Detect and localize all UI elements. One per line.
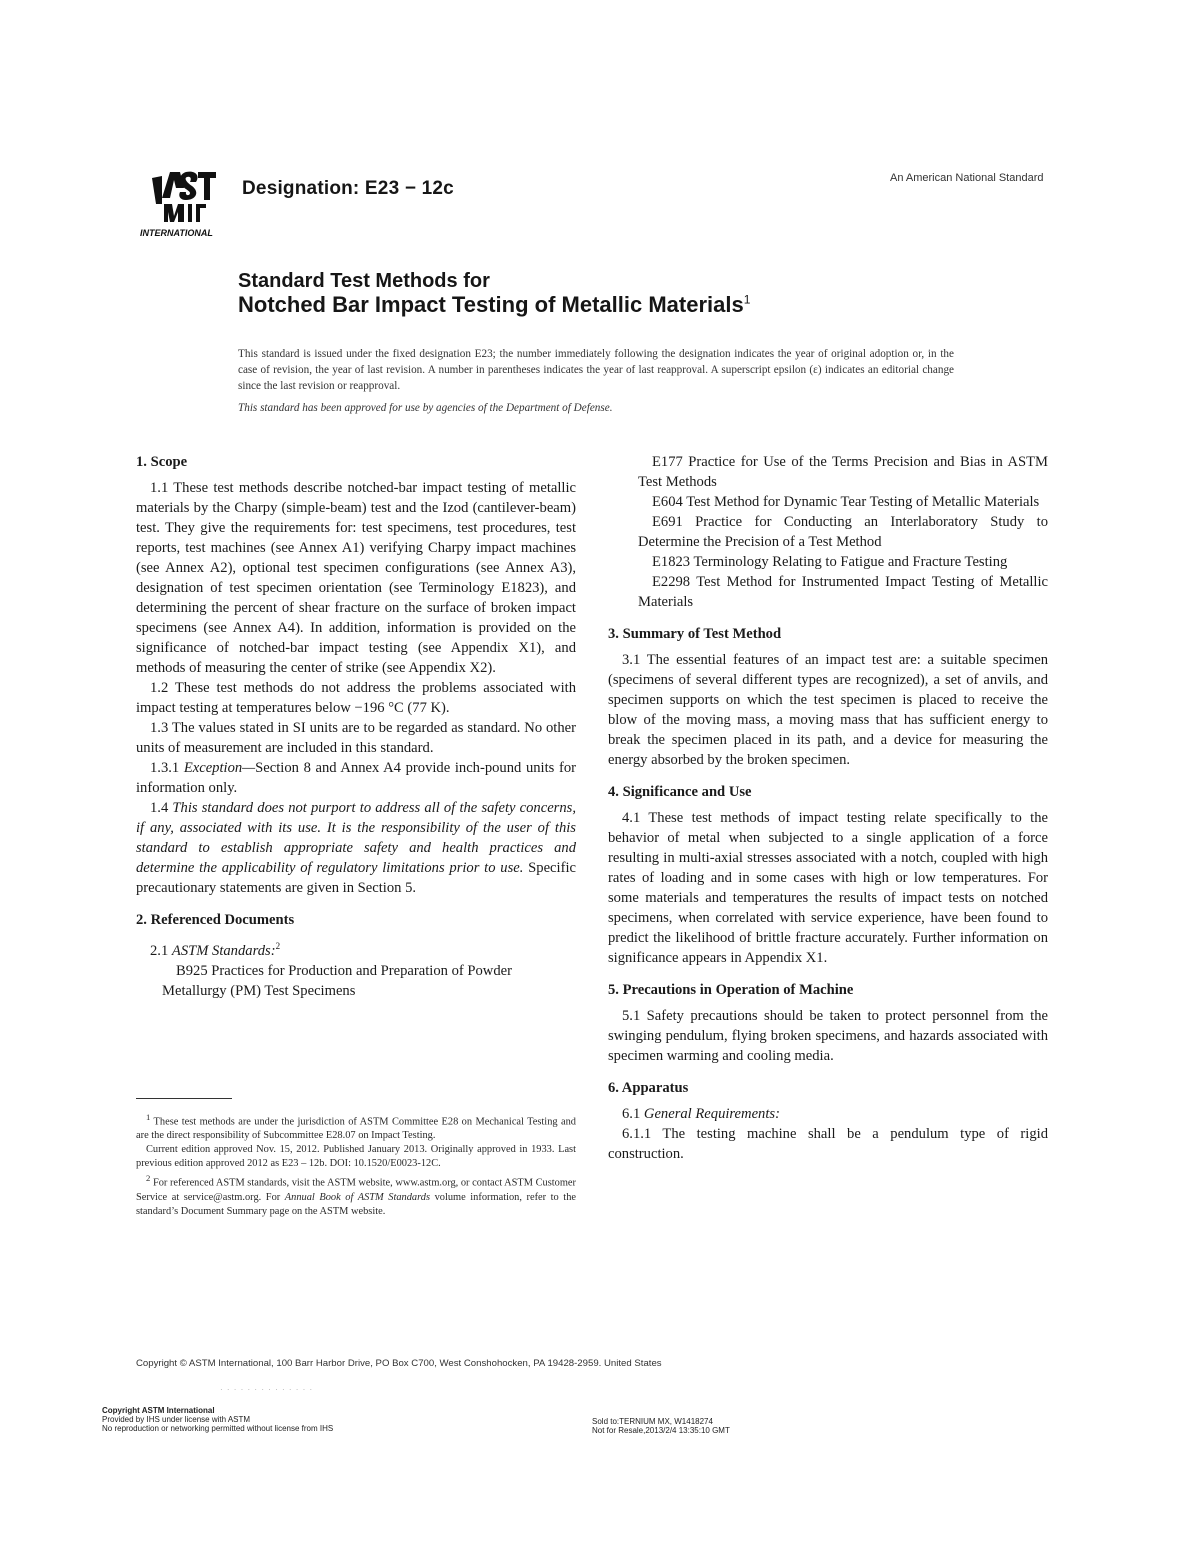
paragraph-6-1 bbox=[608, 1104, 1048, 1124]
license-stamp-right bbox=[592, 1417, 730, 1435]
dod-approval-note: This standard has been approved for use by agencies of the Department of Defense. bbox=[238, 402, 613, 414]
reference-b925: B925 Practices for Production and Preparation of Powder Metallurgy (PM) Test Specimens bbox=[162, 962, 512, 999]
paragraph-4-1: 4.1 These test methods of impact testing relate specifically to the behavior of metal when subjected to a single application of a force resulting in multi-axial stresses associated with a notch, coupled with high rates of loading and in some cases with high or low temperatures. For some materials and temperatures the results of impact tests on notched specimens, when correlated with service experience, have been found to predict the likelihood of brittle fracture accurately. Further information on significance appears in Appendix X1. bbox=[608, 810, 1048, 966]
paragraph-text: Specific precautionary statements are given in Section 5. bbox=[136, 860, 576, 896]
footnotes bbox=[136, 1110, 576, 1219]
footnote-text: volume information, refer to the standard’s Document Summary page on the ASTM website. bbox=[136, 1191, 576, 1217]
license-line: Copyright ASTM International bbox=[102, 1406, 215, 1415]
section-heading-referenced-documents: 2. Referenced Documents bbox=[136, 912, 295, 928]
footnote-mark: 1 bbox=[146, 1112, 151, 1122]
reference-e177: E177 Practice for Use of the Terms Precision and Bias in ASTM Test Methods bbox=[638, 454, 1048, 490]
paragraph-1-3-1 bbox=[136, 758, 576, 798]
right-column bbox=[608, 452, 1048, 1164]
faint-mark: · · · · · · · · · · · · · · bbox=[220, 1385, 314, 1394]
astm-logo bbox=[140, 168, 228, 240]
annual-book-title: Annual Book of ASTM Standards bbox=[284, 1191, 431, 1203]
license-line: Sold to:TERNIUM MX, W1418274 bbox=[592, 1417, 713, 1426]
exception-label: Exception— bbox=[183, 760, 256, 776]
footnote-mark: 2 bbox=[146, 1173, 151, 1184]
paragraph-number: 6.1 bbox=[622, 1106, 641, 1122]
paragraph-2-1 bbox=[136, 936, 576, 961]
paragraph-5-1: 5.1 Safety precautions should be taken to protect personnel from the swinging pendulum, flying broken specimens, and hazards associated with specimen warming and cooling media. bbox=[608, 1008, 1048, 1064]
section-heading-precautions: 5. Precautions in Operation of Machine bbox=[608, 982, 854, 998]
safety-statement: This standard does not purport to address all of the safety concerns, if any, associated with its use. It is the responsibility of the user of this standard to establish appropriate safety and health practices and determine the applicability of regulatory limitations prior to use. bbox=[136, 800, 576, 876]
footnote-1-edition: Current edition approved Nov. 15, 2012. Published January 2013. Originally approved in 1933. Last previous edition approved 2012 as E23 – 12b. DOI: 10.1520/E0023-12C. bbox=[136, 1144, 576, 1170]
license-line: Not for Resale,2013/2/4 13:35:10 GMT bbox=[592, 1426, 730, 1435]
designation: Designation: E23 − 12c bbox=[242, 178, 454, 199]
reference-e2298: E2298 Test Method for Instrumented Impact Testing of Metallic Materials bbox=[638, 574, 1048, 610]
section-heading-apparatus: 6. Apparatus bbox=[608, 1080, 689, 1096]
paragraph-1-1: 1.1 These test methods describe notched-bar impact testing of metallic materials by the Charpy (simple-beam) test and the Izod (cantilever-beam) test. They give the requirements for: test specimens, test procedures, test reports, test machines (see Annex A1) verifying Charpy impact machines (see Annex A2), optional test specimen configurations (see Annex A3), designation of test specimen orientation (see Terminology E1823), and determining the percent of shear fracture on the surface of broken impact specimens (see Annex A4). In addition, information is provided on the significance of notched-bar impact testing (see Appendix X1), and methods of measuring the center of strike (see Appendix X2). bbox=[136, 480, 576, 676]
footnote-text: For referenced ASTM standards, visit the ASTM website, www.astm.org, or contact ASTM Customer Service at service@astm.org. For bbox=[136, 1177, 577, 1203]
paragraph-3-1: 3.1 The essential features of an impact test are: a suitable specimen (specimens of several different types are recognized), a set of anvils, and specimen supports on which the test specimen is placed to receive the blow of the moving mass, a moving mass that has sufficient energy to break the specimen placed in its path, and a device for measuring the energy absorbed by the broken specimen. bbox=[608, 652, 1048, 768]
astm-standards-label: ASTM Standards: bbox=[171, 942, 276, 959]
issuance-note: This standard is issued under the fixed designation E23; the number immediately following the designation indicates the year of original adoption or, in the case of revision, the year of last revision. A number in parentheses indicates the year of last reapproval. A superscript epsilon (ε) indicates an editorial change since the last revision or reapproval. bbox=[238, 348, 954, 392]
left-column bbox=[136, 452, 576, 1001]
general-requirements-label: General Requirements: bbox=[643, 1106, 780, 1122]
svg-text:INTERNATIONAL: INTERNATIONAL bbox=[140, 228, 213, 238]
footnote-divider bbox=[136, 1098, 232, 1099]
section-heading-summary: 3. Summary of Test Method bbox=[608, 626, 782, 642]
license-line: No reproduction or networking permitted without license from IHS bbox=[102, 1424, 334, 1433]
section-heading-scope: 1. Scope bbox=[136, 454, 188, 470]
title-text: Notched Bar Impact Testing of Metallic Materials bbox=[238, 292, 744, 317]
paragraph-text: Section 8 and Annex A4 provide inch-pound units for information only. bbox=[136, 760, 576, 796]
footnote-1 bbox=[136, 1110, 576, 1143]
paragraph-1-4 bbox=[136, 798, 576, 898]
copyright-line: Copyright © ASTM International, 100 Barr Harbor Drive, PO Box C700, West Conshohocken, PA 19428-2959. United States bbox=[136, 1358, 662, 1369]
license-line: Provided by IHS under license with ASTM bbox=[102, 1415, 251, 1424]
title-line-2 bbox=[238, 292, 750, 318]
paragraph-number: 2.1 bbox=[150, 942, 169, 959]
paragraph-number: 1.3.1 bbox=[150, 760, 180, 776]
title-line-1: Standard Test Methods for bbox=[238, 270, 490, 292]
footnote-text: These test methods are under the jurisdiction of ASTM Committee E28 on Mechanical Testing and are the direct responsibility of Subcommittee E28.07 on Impact Testing. bbox=[136, 1116, 576, 1142]
footnote-2 bbox=[136, 1171, 576, 1218]
license-stamp-left bbox=[102, 1406, 333, 1433]
paragraph-number: 1.4 bbox=[150, 800, 169, 816]
paragraph-1-3: 1.3 The values stated in SI units are to be regarded as standard. No other units of measurement are included in this standard. bbox=[136, 720, 576, 756]
reference-e1823: E1823 Terminology Relating to Fatigue and Fracture Testing bbox=[652, 554, 1008, 570]
reference-e691: E691 Practice for Conducting an Interlaboratory Study to Determine the Precision of a Test Method bbox=[638, 514, 1048, 550]
reference-e604: E604 Test Method for Dynamic Tear Testing of Metallic Materials bbox=[652, 494, 1040, 510]
section-heading-significance: 4. Significance and Use bbox=[608, 784, 752, 800]
national-standard-label: An American National Standard bbox=[890, 172, 1044, 184]
paragraph-6-1-1: 6.1.1 The testing machine shall be a pendulum type of rigid construction. bbox=[608, 1126, 1048, 1162]
paragraph-1-2: 1.2 These test methods do not address the problems associated with impact testing at temperatures below −196 °C (77 K). bbox=[136, 680, 576, 716]
footnote-mark: 2 bbox=[275, 941, 281, 951]
title-footnote-mark: 1 bbox=[743, 292, 751, 307]
